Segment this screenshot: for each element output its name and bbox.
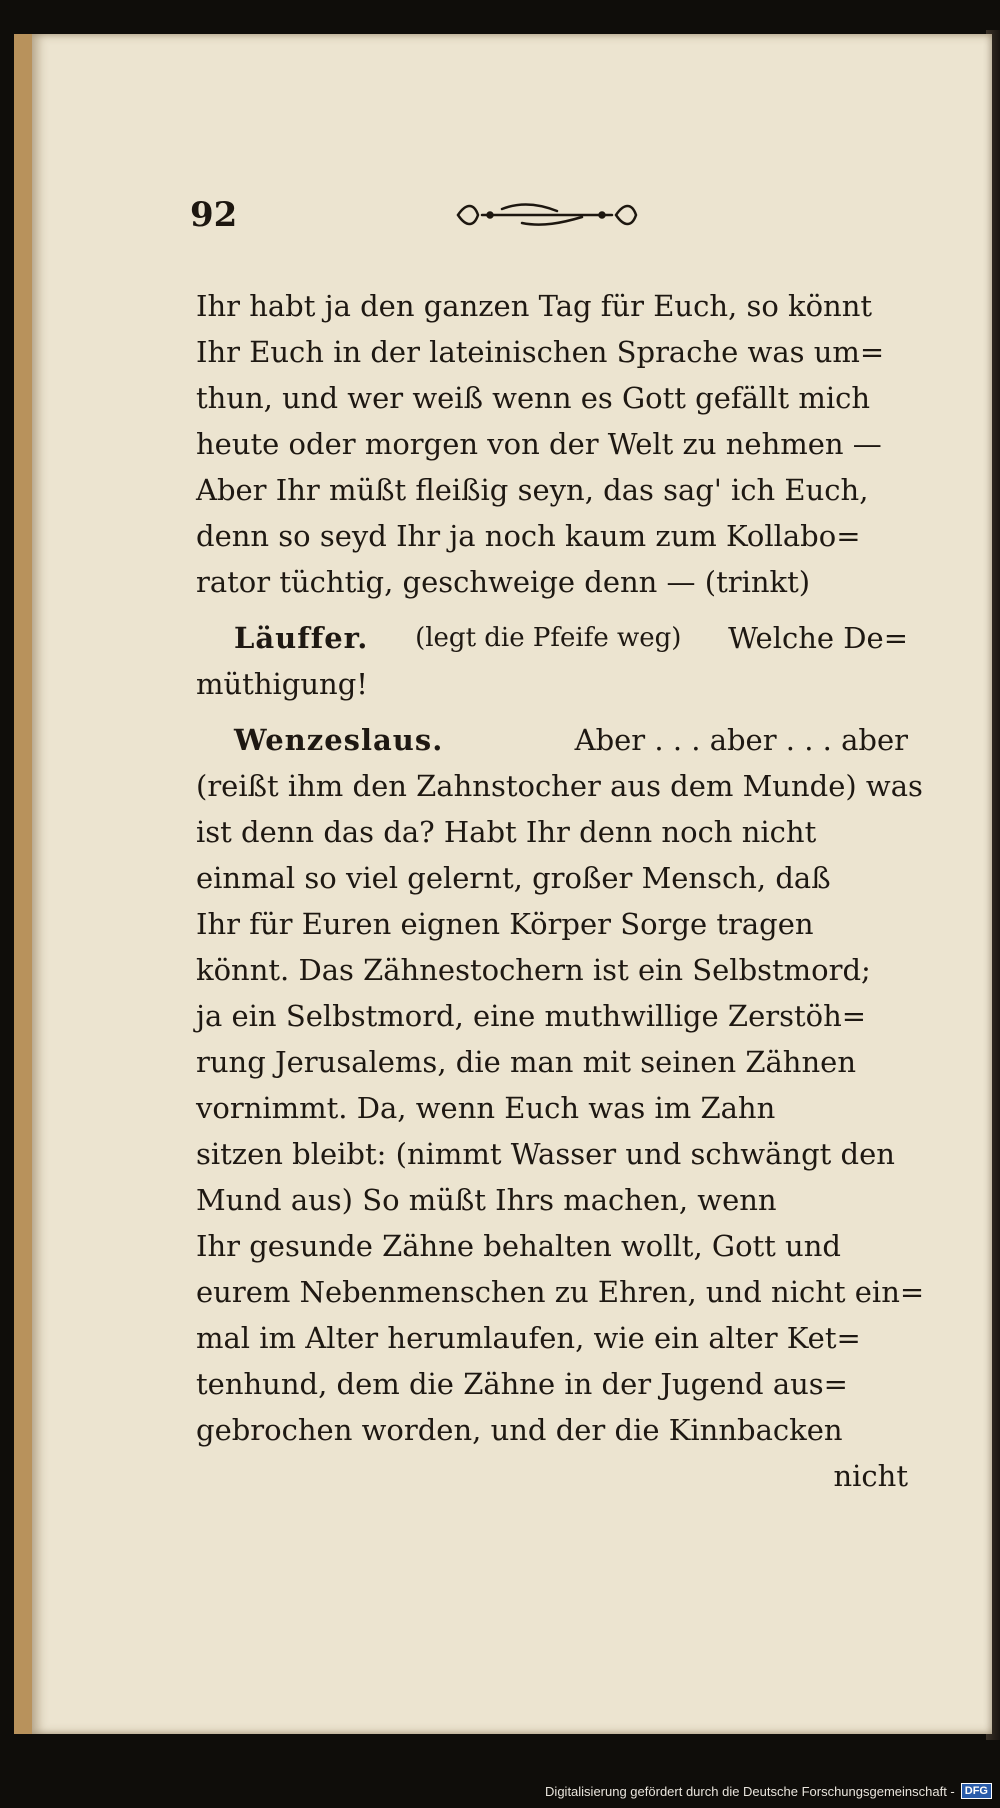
speech-wenzeslaus bbox=[196, 717, 908, 763]
speaker-name: Wenzeslaus. bbox=[234, 723, 444, 757]
speech-laeuffer bbox=[196, 615, 908, 661]
digitization-footer bbox=[545, 1780, 992, 1802]
text-fragment: Welche De= bbox=[728, 621, 908, 655]
text-line: rung Jerusalems, die man mit seinen Zähnen bbox=[196, 1045, 856, 1079]
text-line: heute oder morgen von der Welt zu nehmen — bbox=[196, 427, 882, 461]
text-line: ist denn das da? Habt Ihr denn noch nicht bbox=[196, 815, 817, 849]
text-line: thun, und wer weiß wenn es Gott gefällt mich bbox=[196, 381, 871, 415]
text-line: rator tüchtig, geschweige denn — (trinkt) bbox=[196, 565, 811, 599]
catchword: nicht bbox=[833, 1459, 908, 1493]
text-line: sitzen bleibt: (nimmt Wasser und schwängt den bbox=[196, 1137, 895, 1171]
text-line: (reißt ihm den Zahnstocher aus dem Munde) was bbox=[196, 769, 923, 803]
text-line: mal im Alter herumlaufen, wie ein alter Ket= bbox=[196, 1321, 861, 1355]
text-line: Mund aus) So müßt Ihrs machen, wenn bbox=[196, 1183, 777, 1217]
text-line: vornimmt. Da, wenn Euch was im Zahn bbox=[196, 1091, 776, 1125]
text-line: denn so seyd Ihr ja noch kaum zum Kollabo= bbox=[196, 519, 861, 553]
text-line: einmal so viel gelernt, großer Mensch, daß bbox=[196, 861, 831, 895]
stage-direction: (legt die Pfeife weg) bbox=[415, 623, 682, 653]
text-line: gebrochen worden, und der die Kinnbacken bbox=[196, 1413, 843, 1447]
text-line: tenhund, dem die Zähne in der Jugend aus= bbox=[196, 1367, 848, 1401]
text-line: eurem Nebenmenschen zu Ehren, und nicht ein= bbox=[196, 1275, 925, 1309]
text-line: Ihr Euch in der lateinischen Sprache was um= bbox=[196, 335, 885, 369]
speaker-name: Läuffer. bbox=[234, 621, 369, 655]
page-header bbox=[190, 195, 910, 245]
page-body bbox=[196, 283, 925, 1499]
text-fragment: Aber . . . aber . . . aber bbox=[574, 723, 908, 757]
page-number: 92 bbox=[190, 195, 238, 235]
text-line: müthigung! bbox=[196, 667, 368, 701]
footer-credit: Digitalisierung gefördert durch die Deutsche Forschungsgemeinschaft - bbox=[545, 1783, 955, 1799]
dfg-logo: DFG bbox=[961, 1783, 992, 1799]
text-line: Ihr für Euren eignen Körper Sorge tragen bbox=[196, 907, 814, 941]
text-line: Aber Ihr müßt fleißig seyn, das sag' ich Euch, bbox=[196, 473, 869, 507]
text-line: könnt. Das Zähnestochern ist ein Selbstmord; bbox=[196, 953, 871, 987]
text-line: ja ein Selbstmord, eine muthwillige Zerstöh= bbox=[196, 999, 867, 1033]
text-line: Ihr gesunde Zähne behalten wollt, Gott und bbox=[196, 1229, 841, 1263]
ornament-icon bbox=[452, 197, 642, 233]
text-line: Ihr habt ja den ganzen Tag für Euch, so könnt bbox=[196, 289, 873, 323]
